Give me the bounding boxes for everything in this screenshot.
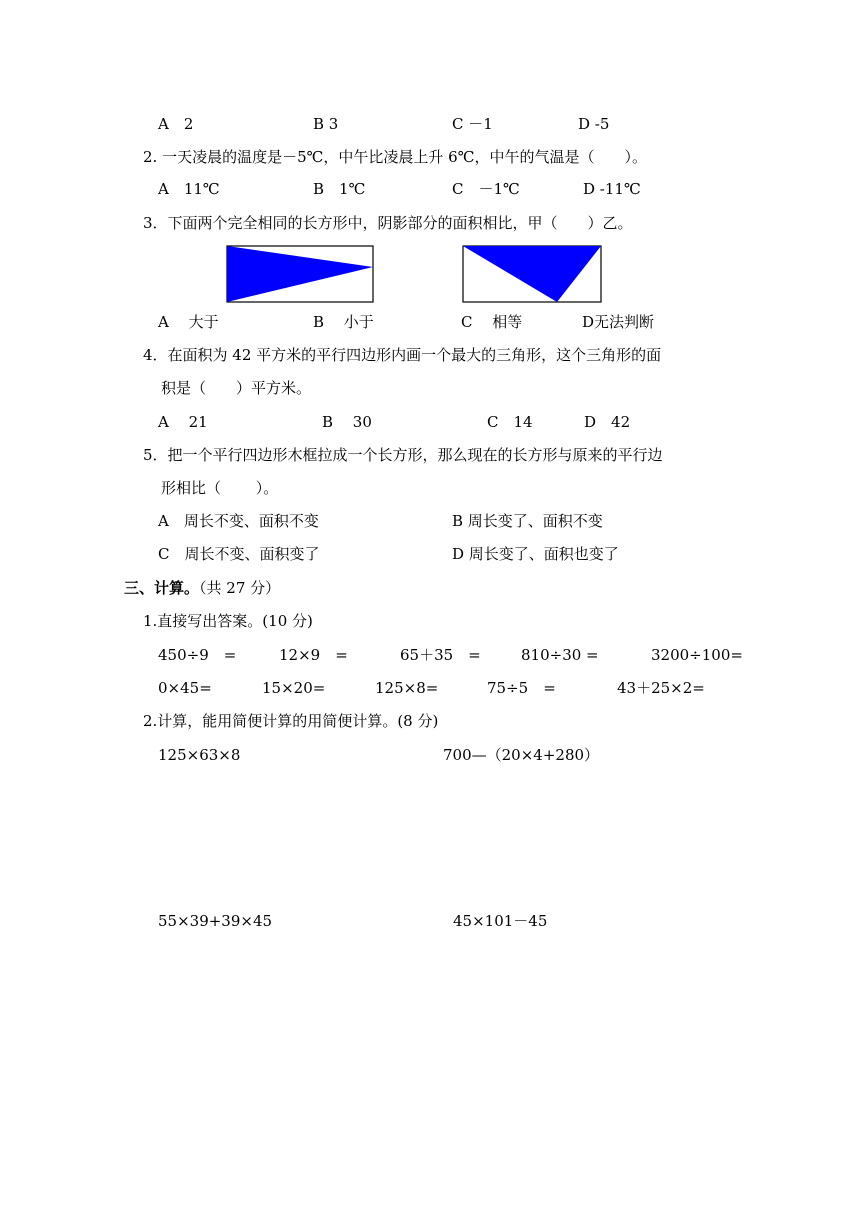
q4-option-c: C 14	[487, 413, 533, 431]
q1-option-c: C －1	[452, 115, 493, 133]
calc-row1-item5: 3200÷100=	[651, 646, 743, 664]
q4-option-a: A 21	[158, 413, 208, 431]
calc-row1-item3: 65＋35 =	[400, 646, 481, 664]
calc-row2-item3: 125×8=	[375, 679, 439, 697]
q1-option-b: B 3	[313, 115, 339, 133]
q3-text: 3．下面两个完全相同的长方形中，阴影部分的面积相比，甲（ ）乙。	[143, 214, 633, 232]
q4-text-line1: 4．在面积为 42 平方米的平行四边形内画一个最大的三角形，这个三角形的面	[143, 346, 662, 364]
calc-row2-item4: 75÷5 =	[487, 679, 556, 697]
q5-option-c: C 周长不变、面积变了	[158, 545, 320, 563]
section3-part2-title: 2.计算，能用简便计算的用简便计算。(8 分)	[143, 712, 439, 730]
q3-option-a: A 大于	[158, 313, 219, 331]
section3-heading	[124, 581, 280, 596]
expr-3: 55×39+39×45	[158, 912, 273, 930]
q3-option-d: D无法判断	[582, 313, 655, 331]
section3-part1-title: 1.直接写出答案。(10 分)	[143, 612, 313, 630]
q5-option-b: B 周长变了、面积不变	[452, 512, 603, 530]
q5-text-line2: 形相比（ ）。	[161, 479, 279, 497]
q2-text: 2. 一天凌晨的温度是－5℃，中午比凌晨上升 6℃，中午的气温是（ ）。	[143, 148, 647, 166]
q3-option-c: C 相等	[461, 313, 523, 331]
q1-option-a: A 2	[158, 115, 194, 133]
q2-option-c: C －1℃	[452, 180, 520, 198]
q4-text-line2: 积是（ ）平方米。	[161, 379, 312, 397]
figure-rectangle-jia	[226, 245, 376, 305]
calc-row1-item4: 810÷30 =	[521, 646, 599, 664]
q4-option-d: D 42	[584, 413, 631, 431]
expr-4: 45×101－45	[453, 912, 548, 930]
calc-row2-item5: 43＋25×2=	[617, 679, 705, 697]
q2-option-b: B 1℃	[313, 180, 366, 198]
q5-option-a: A 周长不变、面积不变	[158, 512, 319, 530]
q1-option-d: D -5	[578, 115, 610, 133]
section3-score: （共 27 分）	[199, 579, 281, 597]
calc-row1-item1: 450÷9 =	[158, 646, 237, 664]
expr-2: 700—（20×4+280）	[443, 746, 600, 764]
calc-row1-item2: 12×9 =	[279, 646, 348, 664]
q3-option-b: B 小于	[313, 313, 374, 331]
expr-1: 125×63×8	[158, 746, 241, 764]
section3-title: 三、计算。	[124, 579, 200, 597]
q2-option-a: A 11℃	[158, 180, 220, 198]
calc-row2-item2: 15×20=	[262, 679, 326, 697]
q5-text-line1: 5．把一个平行四边形木框拉成一个长方形，那么现在的长方形与原来的平行边	[143, 446, 663, 464]
q2-option-d: D -11℃	[583, 180, 641, 198]
calc-row2-item1: 0×45=	[158, 679, 212, 697]
figure-rectangle-yi	[462, 245, 604, 305]
q4-option-b: B 30	[322, 413, 372, 431]
q5-option-d: D 周长变了、面积也变了	[452, 545, 619, 563]
